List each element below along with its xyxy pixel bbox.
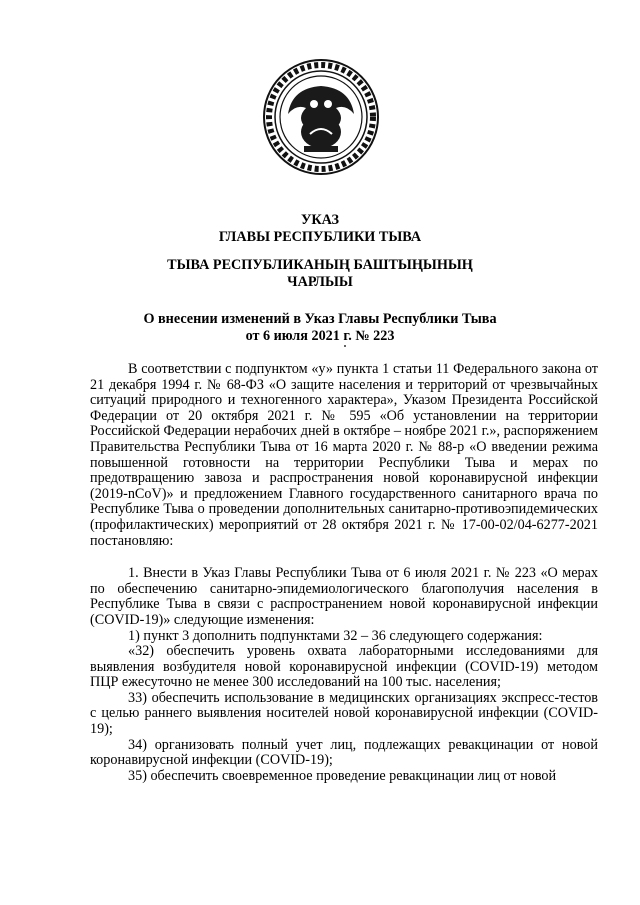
decree-subject-line1: О внесении изменений в Указ Главы Республики Тыва <box>143 311 497 327</box>
decree-title-tuvan-line1: ТЫВА РЕСПУБЛИКАНЫҢ БАШТЫҢЫНЫҢ <box>167 257 473 273</box>
decree-subject-line2: от 6 июля 2021 г. № 223 <box>245 328 395 344</box>
decree-title-tuvan <box>0 257 640 291</box>
decree-title <box>0 212 640 246</box>
item-1-paragraph: 1. Внести в Указ Главы Республики Тыва от 6 июля 2021 г. № 223 «О мерах по обеспечению санитарно-эпидемиологического благополучия населения в Республике Тыва в связи с распространением новой коронавирусной инфекции (COVID-19)» следующие изменения: <box>90 565 598 628</box>
subitem-1-paragraph: 1) пункт 3 дополнить подпунктами 32 – 36 следующего содержания: <box>128 627 543 644</box>
point-33-paragraph: 33) обеспечить использование в медицинских организациях экспресс-тестов с целью раннего выявления носителей новой коронавирусной инфекции (COVID-19); <box>90 689 598 738</box>
preamble-paragraph: В соответствии с подпунктом «у» пункта 1 статьи 11 Федерального закона от 21 декабря 1994 г. № 68-ФЗ «О защите населения и территорий от чрезвычайных ситуаций природного и техногенного характера», Указом Президента Российской Федерации от 20 октября 2021 г. № 595 «Об установлении на территории Российской Федерации нерабочих дней в октябре – ноябре 2021 г.», распоряжением Правительства Республики Тыва от 16 марта 2020 г. № 88-р «О введении режима повышенной готовности на территории Республики Тыва и мерах по предотвращению завоза и распространения новой коронавирусной инфекции (2019-nCoV)» и предложением Главного государственного санитарного врача по Республике Тыва о проведении дополнительных санитарно-противоэпидемических (профилактических) мероприятий от 28 октября 2021 г. № 17-00-02/04-6277-2021 постановляю: <box>90 361 598 549</box>
point-32-paragraph: «32) обеспечить уровень охвата лабораторными исследованиями для выявления возбудителя новой коронавирусной инфекции (COVID-19) методом ПЦР ежесуточно не менее 300 исследований на 100 тыс. населения; <box>90 643 598 691</box>
point-35-paragraph: 35) обеспечить своевременное проведение ревакцинации лиц от новой <box>128 767 557 784</box>
decree-subject <box>0 311 640 345</box>
document-body <box>90 362 598 784</box>
coat-of-arms-emblem <box>262 58 380 176</box>
point-34-paragraph: 34) организовать полный учет лиц, подлежащих ревакцинации от новой коронавирусной инфекции (COVID-19); <box>90 736 598 769</box>
emblem-graphic <box>262 58 380 176</box>
decree-title-line2: ГЛАВЫ РЕСПУБЛИКИ ТЫВА <box>218 229 422 245</box>
decree-title-tuvan-line2: ЧАРЛЫЫ <box>287 274 353 290</box>
decree-title-line1: УКАЗ <box>300 212 340 228</box>
scan-speck <box>344 345 346 347</box>
